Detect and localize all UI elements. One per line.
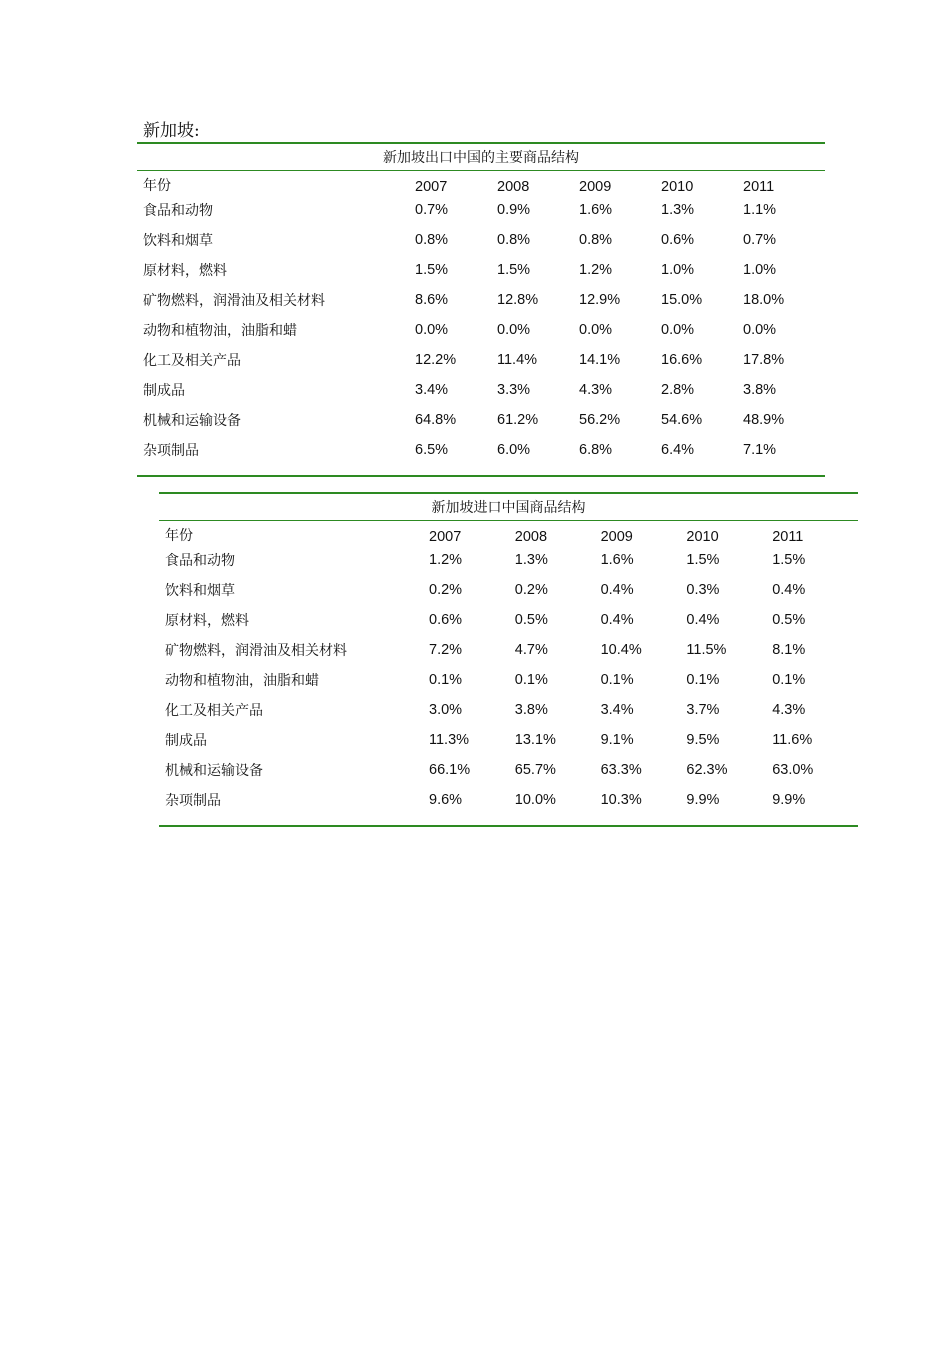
header-year: 2009 <box>600 529 633 545</box>
header-year: 2007 <box>415 179 448 195</box>
table-title: 新加坡进口中国商品结构 <box>159 493 858 521</box>
cell-value: 0.0% <box>661 322 695 338</box>
header-year: 2010 <box>686 529 719 545</box>
cell-value: 8.1% <box>772 642 806 658</box>
cell-value: 8.6% <box>415 292 449 308</box>
header-year: 2010 <box>661 179 694 195</box>
table-title: 新加坡出口中国的主要商品结构 <box>137 143 825 171</box>
cell-value: 1.2% <box>429 552 463 568</box>
table-row <box>159 665 858 695</box>
cell-value: 61.2% <box>497 412 539 428</box>
cell-value: 0.0% <box>743 322 777 338</box>
cell-value: 0.5% <box>514 612 548 628</box>
cell-value: 0.6% <box>429 612 463 628</box>
cell-value: 0.1% <box>429 672 463 688</box>
row-label: 制成品 <box>165 733 207 749</box>
row-label: 矿物燃料，润滑油及相关材料 <box>143 293 325 309</box>
cell-value: 1.5% <box>686 552 720 568</box>
row-label: 化工及相关产品 <box>143 353 241 369</box>
cell-value: 0.0% <box>579 322 613 338</box>
table-row <box>137 225 825 255</box>
row-label: 饮料和烟草 <box>143 233 213 249</box>
cell-value: 56.2% <box>579 412 621 428</box>
cell-value: 11.3% <box>429 732 470 748</box>
cell-value: 4.3% <box>579 382 613 398</box>
cell-value: 3.3% <box>497 382 531 398</box>
cell-value: 12.9% <box>579 292 621 308</box>
cell-value: 0.1% <box>772 672 806 688</box>
cell-value: 10.4% <box>600 642 642 658</box>
cell-value: 0.1% <box>686 672 720 688</box>
cell-value: 0.7% <box>415 202 449 218</box>
table-row <box>137 375 825 405</box>
table-row <box>159 575 858 605</box>
table-row <box>137 435 825 465</box>
cell-value: 0.9% <box>497 202 531 218</box>
cell-value: 9.9% <box>772 792 806 808</box>
cell-value: 0.4% <box>600 582 634 598</box>
cell-value: 18.0% <box>743 292 785 308</box>
table-row <box>137 255 825 285</box>
cell-value: 63.3% <box>600 762 642 778</box>
cell-value: 0.5% <box>772 612 806 628</box>
cell-value: 17.8% <box>743 352 785 368</box>
header-year-label: 年份 <box>165 528 193 544</box>
cell-value: 0.4% <box>772 582 806 598</box>
table-row <box>159 725 858 755</box>
cell-value: 1.0% <box>661 262 695 278</box>
row-label: 原材料，燃料 <box>143 263 227 279</box>
header-year: 2011 <box>743 179 775 195</box>
cell-value: 10.3% <box>600 792 642 808</box>
table-row <box>159 785 858 815</box>
cell-value: 0.1% <box>600 672 634 688</box>
cell-value: 1.1% <box>743 202 777 218</box>
row-label: 机械和运输设备 <box>165 763 263 779</box>
cell-value: 3.8% <box>743 382 777 398</box>
cell-value: 1.5% <box>415 262 449 278</box>
cell-value: 0.3% <box>686 582 720 598</box>
cell-value: 0.2% <box>429 582 463 598</box>
cell-value: 3.4% <box>600 702 634 718</box>
table-row <box>137 195 825 225</box>
cell-value: 66.1% <box>429 762 471 778</box>
cell-value: 0.4% <box>600 612 634 628</box>
import-structure-table <box>159 492 858 827</box>
header-year: 2009 <box>579 179 612 195</box>
row-label: 饮料和烟草 <box>165 583 235 599</box>
header-year: 2007 <box>429 529 462 545</box>
cell-value: 0.7% <box>743 232 777 248</box>
header-year: 2011 <box>772 529 804 545</box>
table-row <box>159 755 858 785</box>
cell-value: 6.5% <box>415 442 449 458</box>
cell-value: 63.0% <box>772 762 814 778</box>
row-label: 制成品 <box>143 383 185 399</box>
cell-value: 1.5% <box>772 552 806 568</box>
table-row <box>159 545 858 575</box>
cell-value: 11.5% <box>686 642 727 658</box>
cell-value: 65.7% <box>514 762 556 778</box>
cell-value: 2.8% <box>661 382 695 398</box>
cell-value: 11.4% <box>497 352 538 368</box>
row-label: 机械和运输设备 <box>143 413 241 429</box>
row-label: 杂项制品 <box>165 793 221 809</box>
cell-value: 0.2% <box>514 582 548 598</box>
header-row <box>137 171 825 196</box>
cell-value: 1.6% <box>579 202 613 218</box>
section-heading: 新加坡: <box>143 121 200 141</box>
header-year: 2008 <box>514 529 548 545</box>
row-label: 化工及相关产品 <box>165 703 263 719</box>
cell-value: 0.1% <box>514 672 548 688</box>
cell-value: 0.0% <box>415 322 449 338</box>
cell-value: 3.8% <box>514 702 548 718</box>
cell-value: 0.0% <box>497 322 531 338</box>
cell-value: 64.8% <box>415 412 457 428</box>
cell-value: 0.8% <box>415 232 449 248</box>
row-label: 动物和植物油，油脂和蜡 <box>143 323 297 339</box>
header-year-label: 年份 <box>143 178 171 194</box>
cell-value: 1.2% <box>579 262 613 278</box>
cell-value: 16.6% <box>661 352 703 368</box>
cell-value: 1.5% <box>497 262 531 278</box>
cell-value: 0.6% <box>661 232 695 248</box>
cell-value: 3.7% <box>686 702 720 718</box>
cell-value: 3.4% <box>415 382 449 398</box>
table-row <box>159 605 858 635</box>
cell-value: 1.0% <box>743 262 777 278</box>
cell-value: 3.0% <box>429 702 463 718</box>
cell-value: 11.6% <box>772 732 813 748</box>
cell-value: 6.0% <box>497 442 531 458</box>
cell-value: 14.1% <box>579 352 621 368</box>
cell-value: 4.3% <box>772 702 806 718</box>
cell-value: 1.6% <box>600 552 634 568</box>
cell-value: 1.3% <box>661 202 695 218</box>
cell-value: 15.0% <box>661 292 703 308</box>
cell-value: 62.3% <box>686 762 728 778</box>
row-label: 杂项制品 <box>143 443 199 459</box>
cell-value: 13.1% <box>514 732 556 748</box>
table-row <box>159 635 858 665</box>
row-label: 原材料，燃料 <box>165 613 249 629</box>
row-label: 矿物燃料，润滑油及相关材料 <box>165 643 347 659</box>
table-row <box>137 285 825 315</box>
cell-value: 0.4% <box>686 612 720 628</box>
cell-value: 48.9% <box>743 412 785 428</box>
header-row <box>159 521 858 546</box>
cell-value: 7.1% <box>743 442 777 458</box>
row-label: 动物和植物油，油脂和蜡 <box>165 673 319 689</box>
header-year: 2008 <box>497 179 530 195</box>
cell-value: 6.8% <box>579 442 613 458</box>
cell-value: 0.8% <box>579 232 613 248</box>
cell-value: 54.6% <box>661 412 703 428</box>
cell-value: 9.9% <box>686 792 720 808</box>
cell-value: 7.2% <box>429 642 463 658</box>
row-label: 食品和动物 <box>165 553 235 569</box>
table-row <box>159 695 858 725</box>
row-label: 食品和动物 <box>143 203 213 219</box>
cell-value: 9.5% <box>686 732 720 748</box>
table-row <box>137 405 825 435</box>
cell-value: 1.3% <box>514 552 548 568</box>
export-structure-table <box>137 142 825 477</box>
cell-value: 12.2% <box>415 352 457 368</box>
cell-value: 10.0% <box>514 792 556 808</box>
cell-value: 9.1% <box>600 732 634 748</box>
table-row <box>137 345 825 375</box>
cell-value: 4.7% <box>514 642 548 658</box>
table-row <box>137 315 825 345</box>
cell-value: 6.4% <box>661 442 695 458</box>
cell-value: 0.8% <box>497 232 531 248</box>
cell-value: 12.8% <box>497 292 539 308</box>
cell-value: 9.6% <box>429 792 463 808</box>
